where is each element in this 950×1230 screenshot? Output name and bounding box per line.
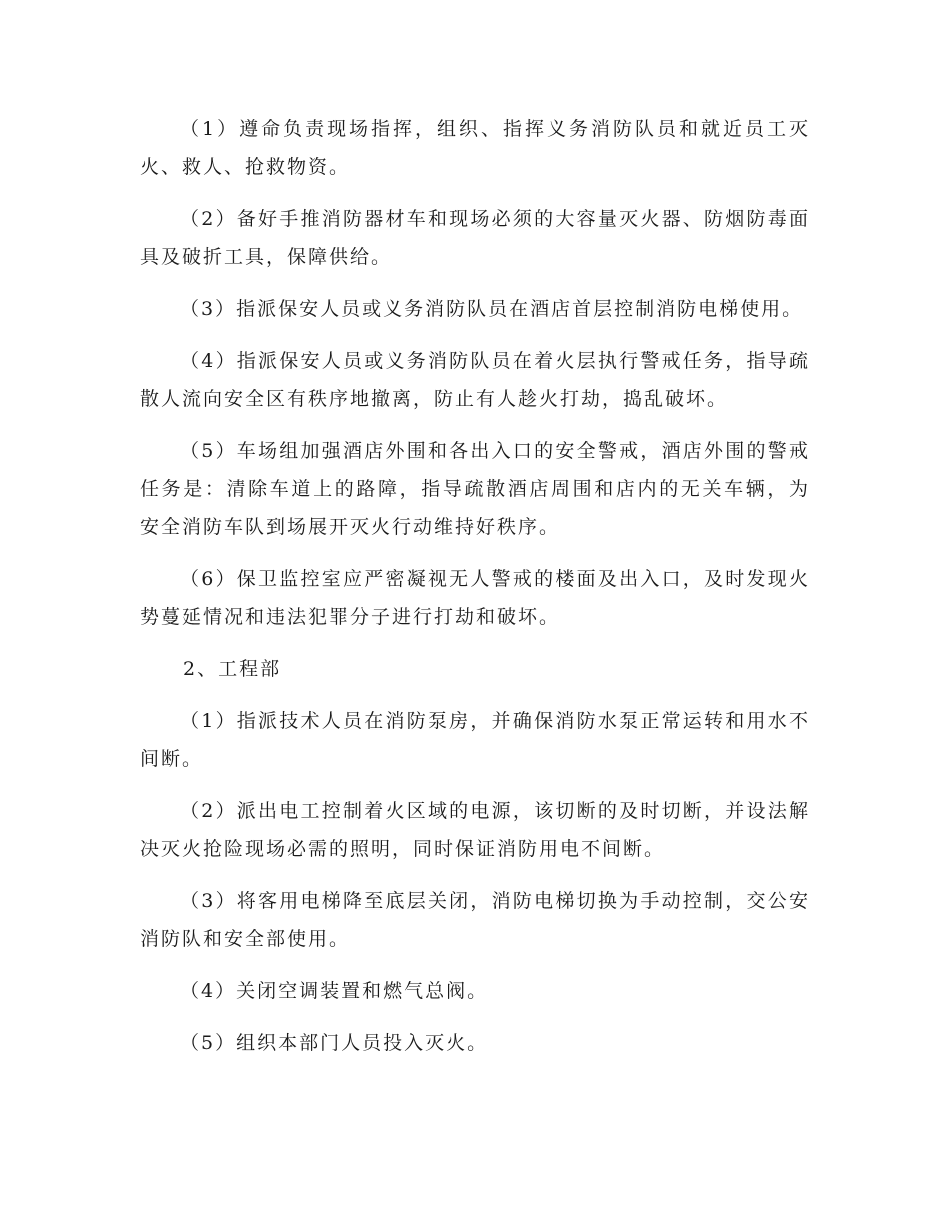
paragraph-engineering-5: （5）组织本部门人员投入灭火。: [180, 1032, 489, 1054]
section-heading-engineering: 2、工程部: [183, 658, 282, 680]
paragraph-security-2: （2）备好手推消防器材车和现场必须的大容量灭火器、防烟防毒面具及破折工具，保障供给。: [140, 208, 810, 268]
paragraph-security-1: （1）遵命负责现场指挥，组织、指挥义务消防队员和就近员工灭火、救人、抢救物资。: [140, 118, 810, 178]
paragraph-engineering-4: （4）关闭空调装置和燃气总阀。: [180, 980, 489, 1002]
paragraph-security-3: （3）指派保安人员或义务消防队员在酒店首层控制消防电梯使用。: [180, 298, 804, 320]
paragraph-engineering-2: （2）派出电工控制着火区域的电源，该切断的及时切断，并设法解决灭火抢险现场必需的照明，同时保证消防用电不间断。: [140, 800, 810, 860]
paragraph-engineering-1: （1）指派技术人员在消防泵房，并确保消防水泵正常运转和用水不间断。: [140, 710, 810, 770]
paragraph-security-4: （4）指派保安人员或义务消防队员在着火层执行警戒任务，指导疏散人流向安全区有秩序地撤离，防止有人趁火打劫，捣乱破坏。: [140, 350, 810, 410]
document-body: [140, 110, 810, 1076]
paragraph-engineering-3: （3）将客用电梯降至底层关闭，消防电梯切换为手动控制，交公安消防队和安全部使用。: [140, 890, 810, 950]
paragraph-security-5: （5）车场组加强酒店外围和各出入口的安全警戒，酒店外围的警戒任务是：清除车道上的路障，指导疏散酒店周围和店内的无关车辆，为安全消防车队到场展开灭火行动维持好秩序。: [140, 440, 810, 538]
paragraph-security-6: （6）保卫监控室应严密凝视无人警戒的楼面及出入口，及时发现火势蔓延情况和违法犯罪分子进行打劫和破坏。: [140, 568, 810, 628]
